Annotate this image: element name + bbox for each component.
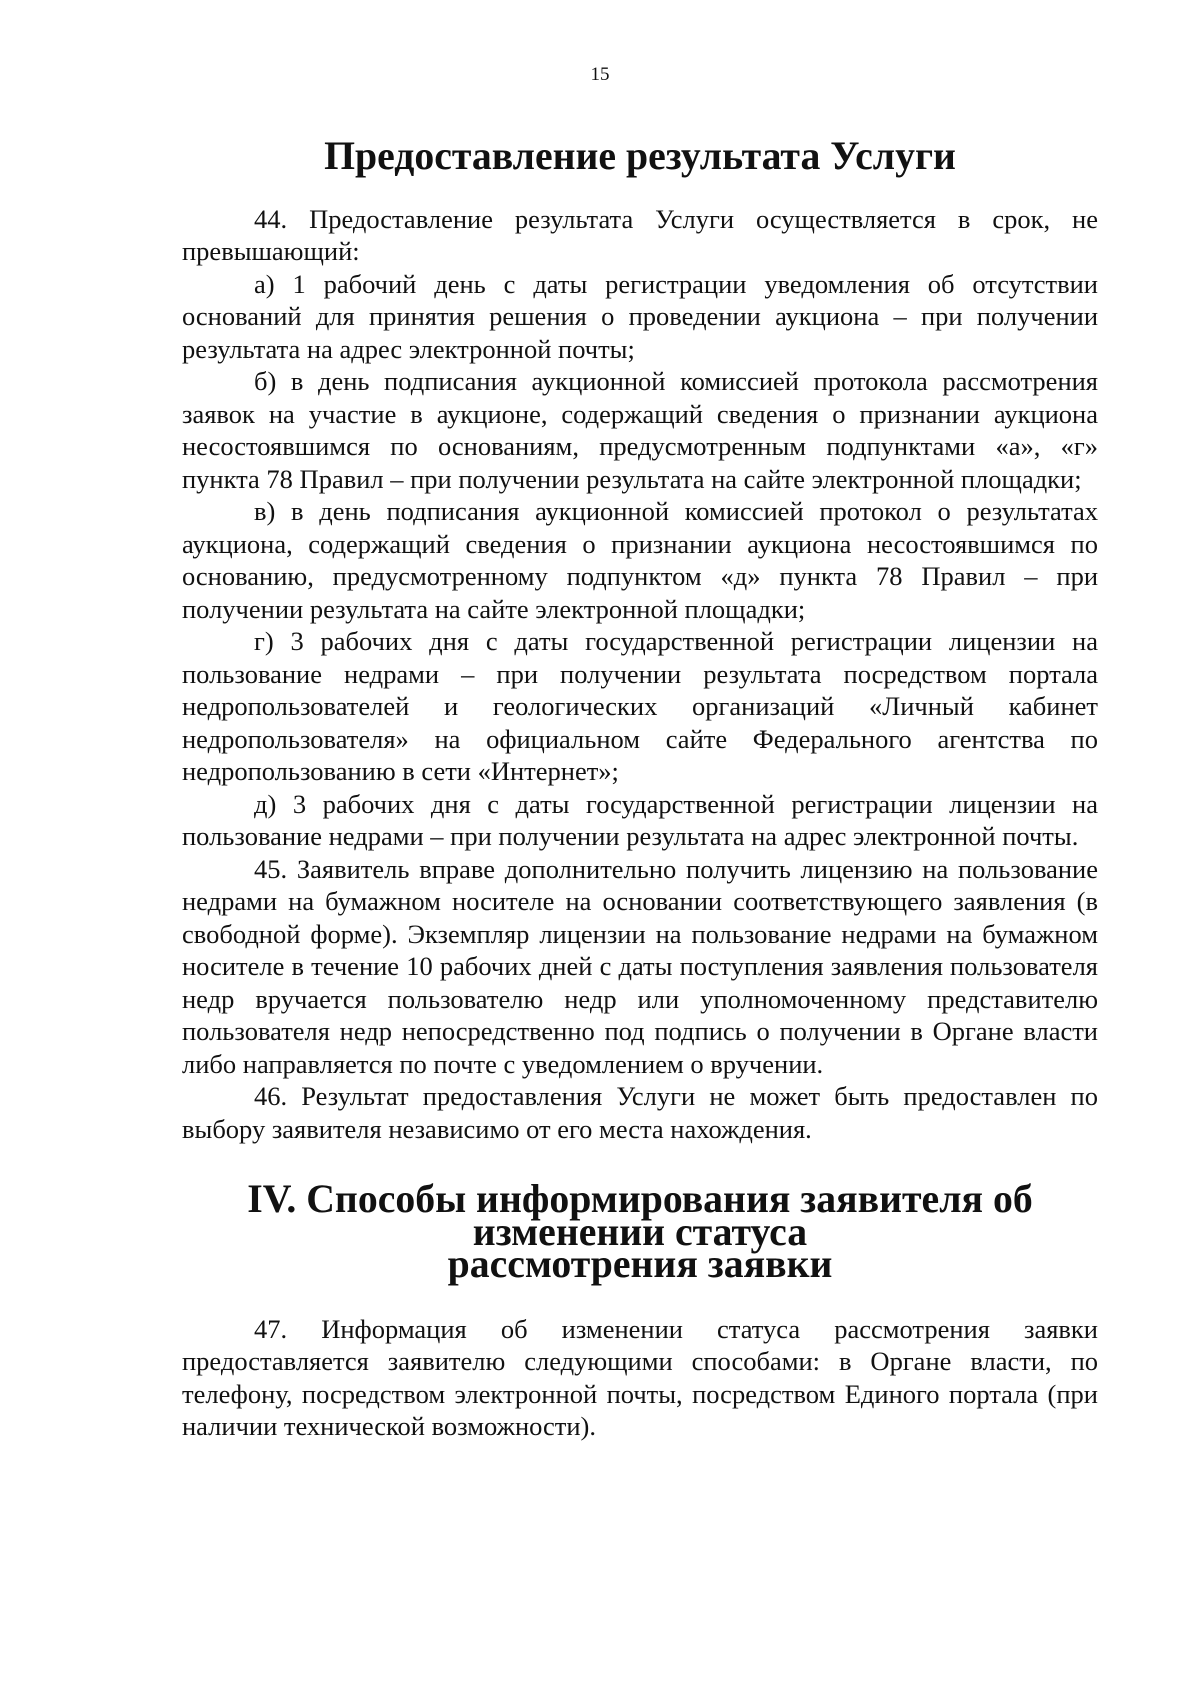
paragraph-44: 44. Предоставление результата Услуги осуществляется в срок, не превышающий:	[182, 203, 1098, 266]
section-heading-result: Предоставление результата Услуги	[324, 134, 956, 178]
paragraph-44-g: г) 3 рабочих дня с даты государственной регистрации лицензии на пользование недрами – при получении результата посредством портала недропользователей и геологических организаций «Личный кабинет недропользователя» на официальном сайте Федерального агентства по недропользованию в сети «Интернет»;	[182, 626, 1098, 786]
document-body	[182, 134, 1098, 1443]
paragraph-44-b: б) в день подписания аукционной комиссией протокола рассмотрения заявок на участие в аукционе, содержащий сведения о признании аукциона несостоявшимся по основаниям, предусмотренным подпунктами «а», «г» пункта 78 Правил – при получении результата на сайте электронной площадки;	[182, 366, 1098, 494]
page-number: 15	[590, 64, 610, 85]
paragraph-44-d: д) 3 рабочих дня с даты государственной регистрации лицензии на пользование недрами – при получении результата на адрес электронной почты.	[182, 788, 1098, 851]
paragraph-44-v: в) в день подписания аукционной комиссией протокол о результатах аукциона, содержащий сведения о признании аукциона несостоявшимся по основанию, предусмотренному подпунктом «д» пункта 78 Правил – при получении результата на сайте электронной площадки;	[182, 496, 1098, 624]
paragraph-44-a: а) 1 рабочий день с даты регистрации уведомления об отсутствии оснований для принятия решения о проведении аукциона – при получении результата на адрес электронной почты;	[182, 268, 1098, 364]
paragraph-47: 47. Информация об изменении статуса рассмотрения заявки предоставляется заявителю следующими способами: в Органе власти, по телефону, посредством электронной почты, посредством Единого портала (при наличии технической возможности).	[182, 1313, 1098, 1441]
paragraph-45: 45. Заявитель вправе дополнительно получить лицензию на пользование недрами на бумажном носителе на основании соответствующего заявления (в свободной форме). Экземпляр лицензии на пользование недрами на бумажном носителе в течение 10 рабочих дней с даты поступления заявления пользователя недр вручается пользователю недр или уполномоченному представителю пользователя недр непосредственно под подпись о получении в Органе власти либо направляется по почте с уведомлением о вручении.	[182, 853, 1098, 1079]
section-heading-iv-line-2: рассмотрения заявки	[447, 1242, 833, 1286]
section-heading-iv	[182, 1177, 1098, 1286]
paragraph-46: 46. Результат предоставления Услуги не может быть предоставлен по выбору заявителя независимо от его места нахождения.	[182, 1081, 1098, 1144]
section-heading-iv-line-1: IV. Способы информирования заявителя об изменении статуса	[247, 1177, 1033, 1254]
